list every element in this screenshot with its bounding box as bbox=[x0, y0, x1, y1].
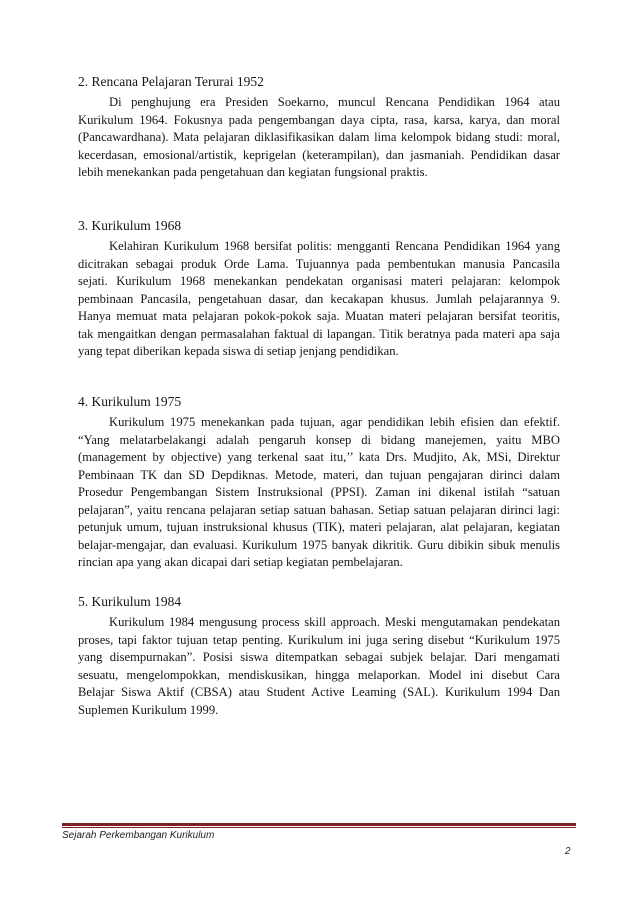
footer-title: Sejarah Perkembangan Kurikulum bbox=[62, 830, 215, 841]
section-kurikulum-1968 bbox=[78, 217, 560, 361]
text-line: pelajaran”, yaitu rencana pelajaran setiap satuan bahasan. Setiap satuan pelajaran dirinci lagi: bbox=[78, 502, 560, 517]
text-line: rincian apa yang akan dicapai dari setiap kegiatan pembelajaran. bbox=[78, 555, 403, 569]
text-line: Kurikulum 1975 menekankan pada tujuan, agar pendidikan lebih efisien dan efektif. bbox=[109, 415, 560, 429]
section-kurikulum-1975 bbox=[78, 393, 560, 572]
text-line: (Pancawardhana). Mata pelajaran diklasifikasikan dalam lima kelompok bidang studi: moral, bbox=[78, 130, 560, 144]
text-line: Suplemen Kurikulum 1999. bbox=[78, 702, 219, 717]
text-line: belajar-mengajar, dan evaluasi. Kurikulum 1975 banyak dikritik. Guru dibikin sibuk menulis bbox=[78, 537, 560, 552]
text-line: sejati. Kurikulum 1968 menekankan pendekatan organisasi materi pelajaran: kelompok bbox=[78, 274, 560, 288]
section-paragraph bbox=[78, 414, 560, 572]
text-line: kecerdasan, emosional/artistik, keprigelan (keterampilan), dan jasmaniah. Pendidikan dasar bbox=[78, 147, 560, 162]
text-line: lebih menekankan pada pengetahuan dan kegiatan fungsional praktis. bbox=[78, 165, 428, 179]
section-paragraph bbox=[78, 238, 560, 361]
section-paragraph bbox=[78, 614, 560, 719]
text-line: petunjuk umum, tujuan instruksional khusus (TIK), materi pelajaran, alat pelajaran, kegiatan bbox=[78, 520, 560, 534]
text-line: dicitrakan sebagai produk Orde Lama. Tujuannya pada pembentukan manusia Pancasila bbox=[78, 256, 560, 271]
page-number: 2 bbox=[565, 846, 571, 857]
section-kurikulum-1984 bbox=[78, 593, 560, 719]
section-paragraph bbox=[78, 94, 560, 182]
text-line: (management by objective) yang terkenal saat itu,’’ kata Drs. Mudjito, Ak, MSi, Direktur bbox=[78, 450, 560, 464]
text-line: Kelahiran Kurikulum 1968 bersifat politis: mengganti Rencana Pendidikan 1964 yang bbox=[109, 239, 560, 253]
text-line: Di penghujung era Presiden Soekarno, muncul Rencana Pendidikan 1964 atau bbox=[109, 95, 560, 109]
text-line: pembinaan Pancasila, pengetahuan dasar, dan kecakapan khusus. Jumlah pelajarannya 9. bbox=[78, 291, 560, 306]
text-line: Kurikulum 1964. Fokusnya pada pengembangan daya cipta, rasa, karsa, karya, dan moral bbox=[78, 112, 560, 127]
text-line: proses, tapi faktor tujuan tetap penting. Kurikulum ini juga sering disebut “Kurikulum 1975 bbox=[78, 632, 560, 647]
text-line: “Yang melatarbelakangi adalah pengaruh konsep di bidang manejemen, yaitu MBO bbox=[78, 432, 560, 447]
text-line: Belajar Siswa Aktif (CBSA) atau Student Active Leaming (SAL). Kurikulum 1994 Dan bbox=[78, 685, 560, 699]
text-line: yang disempurnakan”. Posisi siswa ditempatkan sebagai subjek belajar. Dari mengamati bbox=[78, 650, 560, 664]
section-rencana-pelajaran-1952 bbox=[78, 73, 560, 182]
text-line: Kurikulum 1984 mengusung process skill approach. Meski mengutamakan pendekatan bbox=[109, 615, 560, 629]
text-line: Prosedur Pengembangan Sistem Instruksional (PPSI). Zaman ini dikenal istilah “satuan bbox=[78, 485, 560, 499]
text-line: Hanya memuat mata pelajaran pokok-pokok saja. Muatan materi pelajaran bersifat teoritis, bbox=[78, 309, 560, 323]
text-line: tak mengaitkan dengan permasalahan faktual di lapangan. Titik beratnya pada materi apa saja bbox=[78, 326, 560, 341]
section-heading: 2. Rencana Pelajaran Terurai 1952 bbox=[78, 74, 264, 89]
text-line: yang tepat diberikan kepada siswa di setiap jenjang pendidikan. bbox=[78, 344, 399, 358]
section-heading: 5. Kurikulum 1984 bbox=[78, 594, 182, 609]
section-heading: 3. Kurikulum 1968 bbox=[78, 218, 182, 233]
text-line: sesuatu, mengelompokkan, mendiskusikan, hingga melaporkan. Model ini disebut Cara bbox=[78, 667, 560, 682]
section-heading: 4. Kurikulum 1975 bbox=[78, 394, 182, 409]
text-line: Pembinaan TK dan SD Depdiknas. Metode, materi, dan tujuan pengajaran dirinci dalam bbox=[78, 467, 560, 482]
footer-rule bbox=[62, 823, 576, 828]
